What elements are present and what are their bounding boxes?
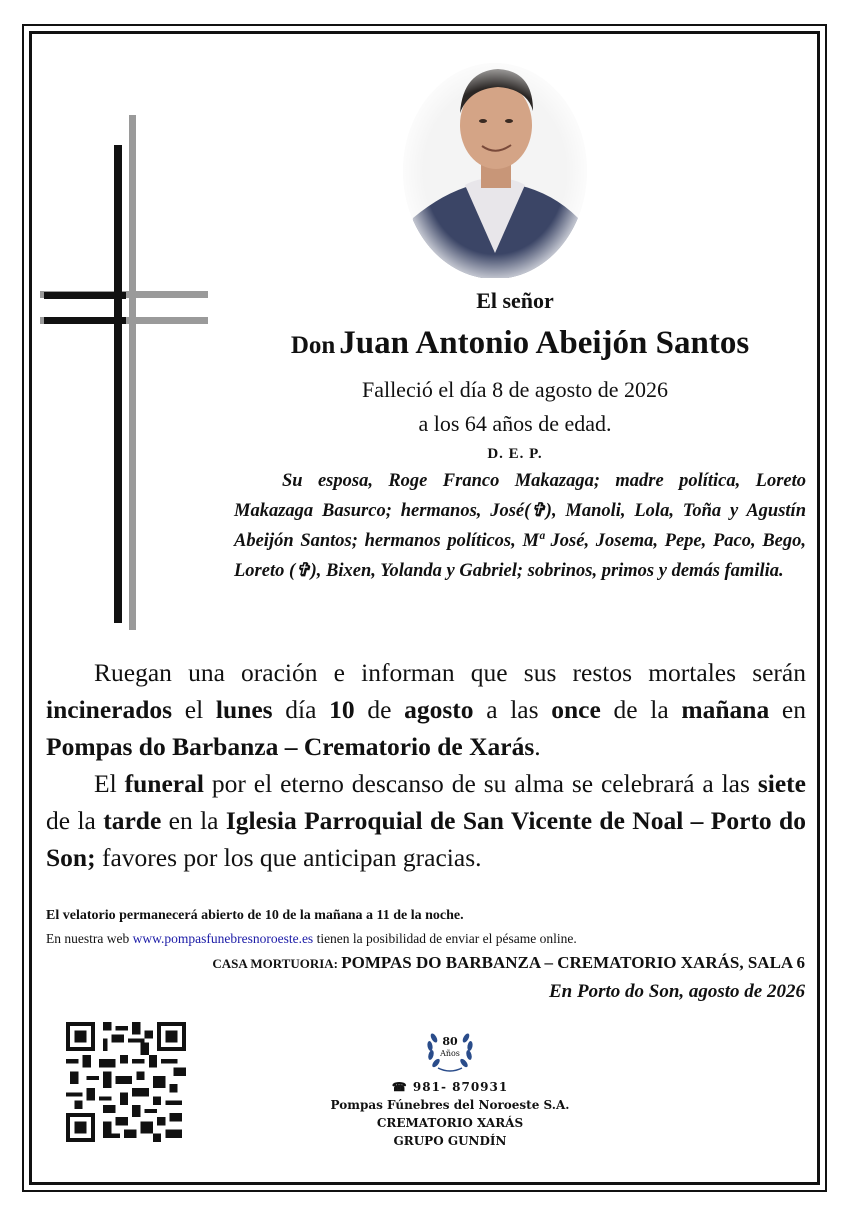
company-name: Pompas Fúnebres del Noroeste S.A. [330,1098,570,1112]
cross-icon [40,115,215,630]
laurel-80-years-logo [420,1024,480,1076]
funeral-home [46,953,805,973]
place-and-date: En Porto do Son, agosto de 2026 [548,981,805,1002]
honorific: Don [290,332,336,359]
deceased-name-line [225,325,815,362]
website-link[interactable]: www.pompasfunebresnoroeste.es [132,931,314,946]
deceased-photo [403,53,588,278]
logo-word: Años [440,1049,460,1058]
cremation-paragraph: Ruegan una oración e informan que sus restos mortales serán incinerados el lunes día 10 de agosto a las once de la mañana en Pompas do Barbanza – Crematorio de Xarás. [46,658,806,761]
phone-icon: ☎ [391,1080,413,1094]
group-name: GRUPO GUNDÍN [393,1134,507,1148]
phone-number[interactable]: 981- 870931 [412,1080,509,1094]
title-prefix: El señor [476,288,554,313]
wake-note: El velatorio permanecerá abierto de 10 de la mañana a 11 de la noche. [46,908,464,923]
funeral-paragraph: El funeral por el eterno descanso de su alma se celebrará a las siete de la tarde en la Iglesia Parroquial de San Vicente de Noal – Porto do Son; favores por los que anticipan gracias. [46,769,806,872]
logo-number: 80 [442,1035,458,1048]
death-date: Falleció el día 8 de agosto de 2026 [361,377,669,402]
crematorium-name: CREMATORIO XARÁS [376,1116,524,1130]
funeral-home-label: CASA MORTUORIA: [212,956,342,971]
qr-code-icon[interactable] [66,1022,186,1142]
web-note: En nuestra web www.pompasfunebresnoroeste.es tienen la posibilidad de enviar el pésame online. [46,931,577,946]
age: a los 64 años de edad. [418,411,612,436]
deceased-name: Juan Antonio Abeijón Santos [339,325,750,361]
funeral-home-value: POMPAS DO BARBANZA – CREMATORIO XARÁS, SALA 6 [341,953,805,972]
family-list: Su esposa, Roge Franco Makazaga; madre política, Loreto Makazaga Basurco; hermanos, José(✞), Manoli, Lola, Toña y Agustín Abeijón Santos; hermanos políticos, Mª José, Josema, Pepe, Paco, Bego, Loreto (✞), Bixen, Yolanda y Gabriel; sobrinos, primos y demás familia. [234,471,806,581]
rip-text: D. E. P. [487,446,543,462]
phone-line [250,1080,650,1094]
